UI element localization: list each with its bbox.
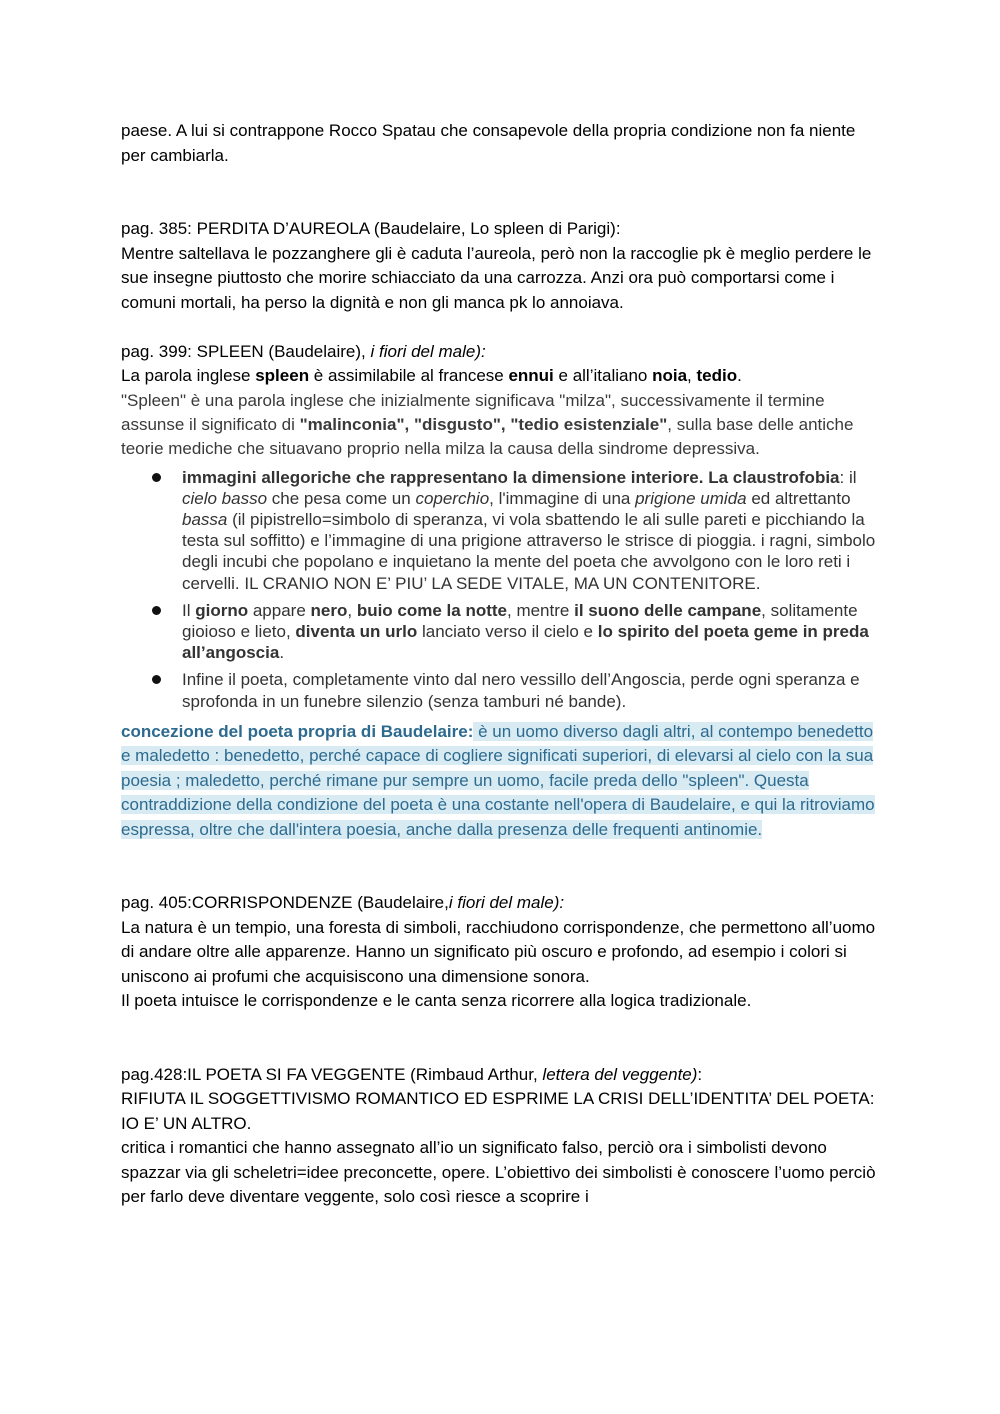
spleen-etymology: "Spleen" è una parola inglese che inizialmente significava "milza", successivamente il termine assunse il significato di "malinconia", "disgusto", "tedio esistenziale", sulla base delle antiche teorie mediche che situavano proprio nella milza la causa della sindrome depressiva. <box>121 390 854 458</box>
concezione-text: è un uomo diverso dagli altri, al contempo benedetto e maledetto : benedetto, perché capace di cogliere significati superiori, di elevarsi al cielo con la sua poesia ; maledetto, perché rimane pur sempre un uomo, facile preda dello "spleen". Questa contraddizione della condizione del poeta è una costante nell'opera di Baudelaire, e qui la ritroviamo espressa, oltre che dall'intera poesia, anche dalla presenza delle frequenti antinomie. <box>121 721 875 839</box>
spacer <box>121 842 883 891</box>
spacer <box>121 315 883 340</box>
section-heading: pag. 399: SPLEEN (Baudelaire), i fiori del male): <box>121 341 486 361</box>
section-body: critica i romantici che hanno assegnato all’io un significato falso, perciò ora i simbolisti devono spazzar via gli scheletri=idee preconcette, opere. L’obiettivo dei simbolisti è conoscere l’uomo perciò per farlo deve diventare veggente, solo così riesce a scoprire i <box>121 1138 876 1207</box>
bullet-icon <box>152 606 161 615</box>
section-body: Mentre saltellava le pozzanghere gli è caduta l’aureola, però non la raccoglie pk è meglio perdere le sue insegne piuttosto che morire schiacciato da una carrozza. Anzi ora può comportarsi come i comuni mortali, ha perso la dignità e non gli manca pk lo annoiava. <box>121 243 872 312</box>
section-perdita-aureola <box>121 217 883 315</box>
spleen-bullet-list <box>121 467 883 712</box>
intro-paragraph: paese. A lui si contrappone Rocco Spatau che consapevole della propria condizione non fa niente per cambiarla. <box>121 121 856 165</box>
page-content <box>121 119 883 1210</box>
section-poeta-veggente <box>121 1063 883 1210</box>
spacer <box>121 168 883 217</box>
section-body: Il poeta intuisce le corrispondenze e le canta senza ricorrere alla logica tradizionale. <box>121 991 752 1011</box>
list-item: Il giorno appare nero, buio come la notte, mentre il suono delle campane, solitamente gioioso e lieto, diventa un urlo lanciato verso il cielo e lo spirito del poeta geme in preda all’angoscia. <box>121 600 883 664</box>
bullet-icon <box>152 473 161 482</box>
list-item: Infine il poeta, completamente vinto dal nero vessillo dell’Angoscia, perde ogni speranza e sprofonda in un funebre silenzio (senza tamburi né bande). <box>121 669 883 711</box>
section-caps: RIFIUTA IL SOGGETTIVISMO ROMANTICO ED ESPRIME LA CRISI DELL’IDENTITA’ DEL POETA: IO E’ UN ALTRO. <box>121 1089 875 1133</box>
section-body: La natura è un tempio, una foresta di simboli, racchiudono corrispondenze, che permettono all’uomo di andare oltre alle apparenze. Hanno un significato più oscuro e profondo, ad esempio i colori si uniscono ai profumi che acquisiscono una dimensione sonora. <box>121 917 876 986</box>
section-heading: pag.428:IL POETA SI FA VEGGENTE (Rimbaud Arthur, lettera del veggente): <box>121 1064 703 1084</box>
spleen-definition: La parola inglese spleen è assimilabile al francese ennui e all’italiano noia, tedio. <box>121 366 742 385</box>
section-heading: pag. 405:CORRISPONDENZE (Baudelaire,i fiori del male): <box>121 893 565 913</box>
section-heading: pag. 385: PERDITA D’AUREOLA (Baudelaire, Lo spleen di Parigi): <box>121 219 621 238</box>
bullet-icon <box>152 675 161 684</box>
concezione-highlight <box>121 720 883 843</box>
list-item: immagini allegoriche che rappresentano la dimensione interiore. La claustrofobia: il cielo basso che pesa come un coperchio, l'immagine di una prigione umida ed altrettanto bassa (il pipistrello=simbolo di speranza, vi vola sbattendo le ali sulle pareti e picchiando la testa sul soffitto) e l’immagine di una prigione attraverso le strisce di pioggia. i ragni, simbolo degli incubi che popolano e inquietano la mente del poeta che avvolgono con le loro reti i cervelli. IL CRANIO NON E’ PIU’ LA SEDE VITALE, MA UN CONTENITORE. <box>121 467 883 594</box>
section-spleen <box>121 340 883 843</box>
spacer <box>121 1014 883 1063</box>
section-corrispondenze <box>121 891 883 1014</box>
concezione-label: concezione del poeta propria di Baudelaire: <box>121 721 474 741</box>
